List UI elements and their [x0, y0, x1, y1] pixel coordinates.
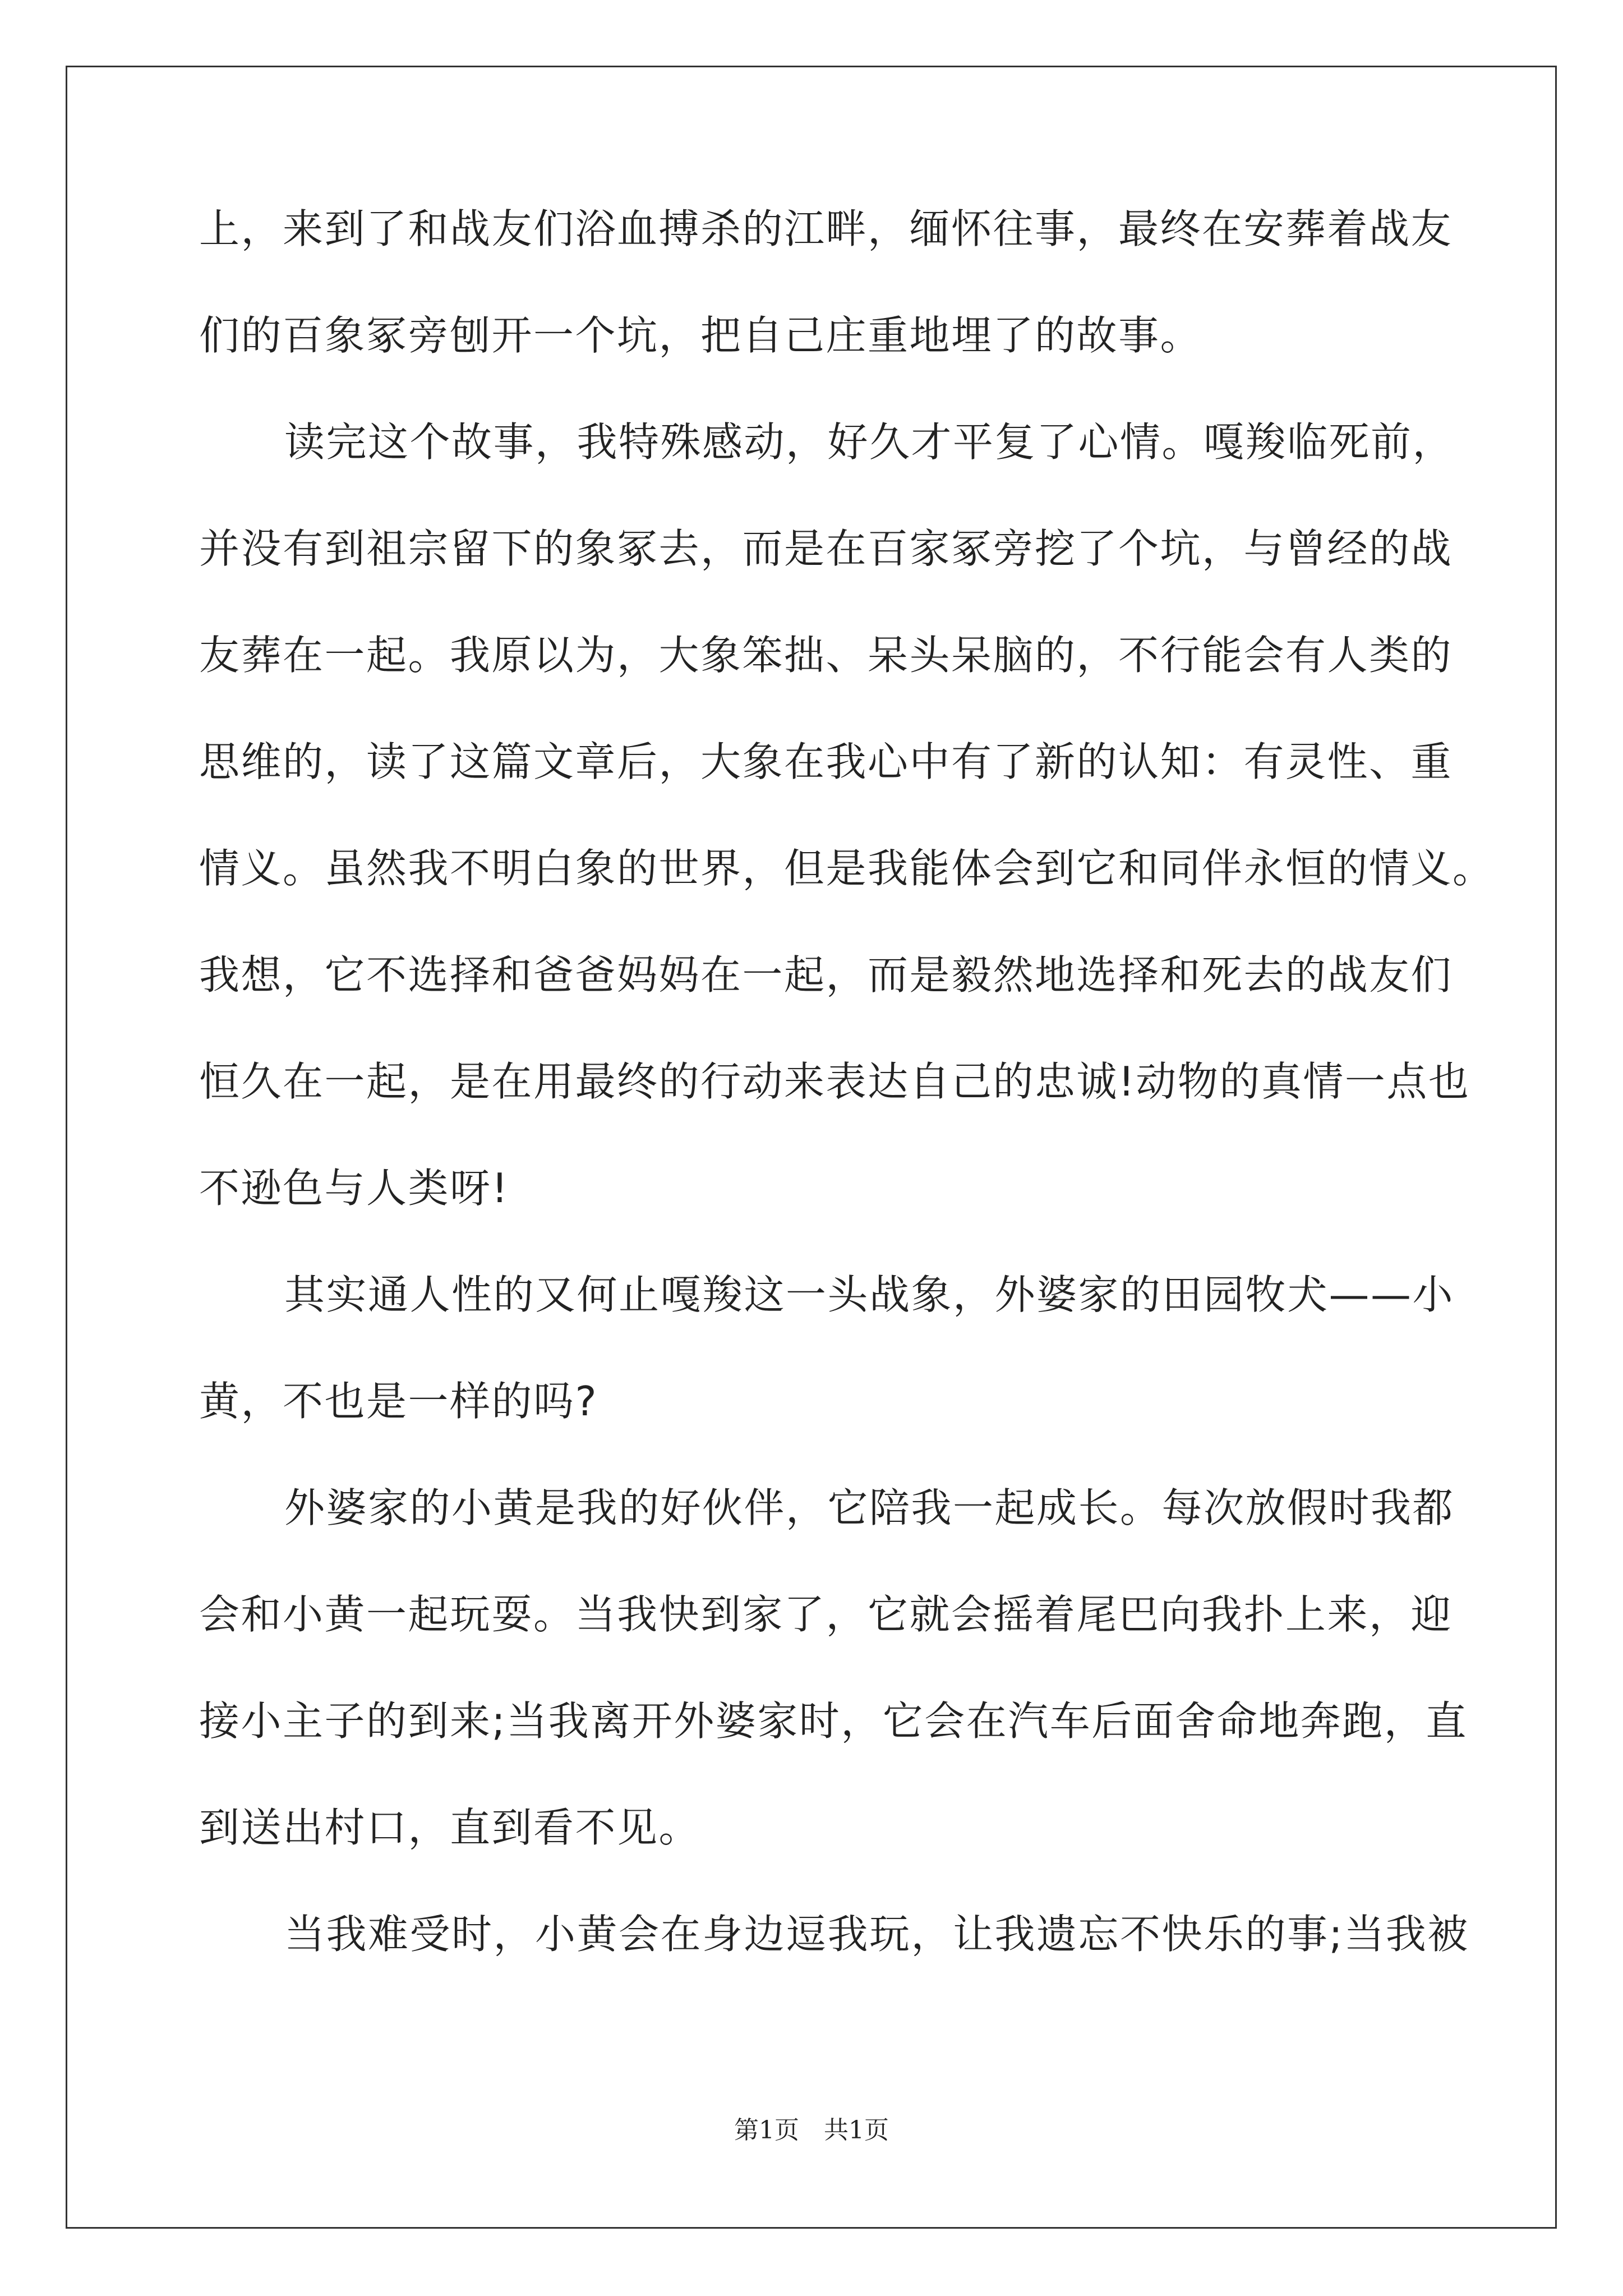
text-line-11: 其实通人性的又何止嘎羧这一头战象，外婆家的田园牧犬——小: [284, 1271, 1455, 1318]
text-line-7: 情义。虽然我不明白象的世界，但是我能体会到它和同伴永恒的情义。: [199, 845, 1495, 892]
text-line-3: 读完这个故事，我特殊感动，好久才平复了心情。嘎羧临死前，: [284, 418, 1455, 466]
page-number-current: 第1页: [734, 2116, 799, 2145]
text-line-5: 友葬在一起。我原以为，大象笨拙、呆头呆脑的，不行能会有人类的: [199, 632, 1453, 679]
text-line-6: 思维的，读了这篇文章后，大象在我心中有了新的认知：有灵性、重: [199, 738, 1453, 785]
text-line-17: 当我难受时，小黄会在身边逗我玩，让我遗忘不快乐的事;当我被: [284, 1911, 1469, 1958]
text-line-16: 到送出村口，直到看不见。: [199, 1804, 701, 1851]
text-line-8: 我想，它不选择和爸爸妈妈在一起，而是毅然地选择和死去的战友们: [199, 951, 1453, 999]
text-line-13: 外婆家的小黄是我的好伙伴，它陪我一起成长。每次放假时我都: [284, 1484, 1455, 1531]
text-line-1: 上，来到了和战友们浴血搏杀的江畔，缅怀往事，最终在安葬着战友: [199, 205, 1453, 252]
text-line-4: 并没有到祖宗留下的象冢去，而是在百家冢旁挖了个坑，与曾经的战: [199, 525, 1453, 572]
text-line-15: 接小主子的到来;当我离开外婆家时，它会在汽车后面舍命地奔跑，直: [199, 1697, 1468, 1745]
text-line-14: 会和小黄一起玩耍。当我快到家了，它就会摇着尾巴向我扑上来，迎: [199, 1591, 1453, 1638]
text-line-10: 不逊色与人类呀!: [199, 1165, 509, 1212]
document-body: [199, 202, 1495, 2014]
text-line-9: 恒久在一起，是在用最终的行动来表达自己的忠诚!动物的真情一点也: [199, 1058, 1470, 1105]
text-line-2: 们的百象冢旁刨开一个坑，把自己庄重地埋了的故事。: [199, 312, 1202, 359]
text-line-12: 黄，不也是一样的吗?: [199, 1378, 598, 1425]
page-number-total: 共1页: [824, 2116, 889, 2145]
page-footer: [0, 2115, 1623, 2146]
